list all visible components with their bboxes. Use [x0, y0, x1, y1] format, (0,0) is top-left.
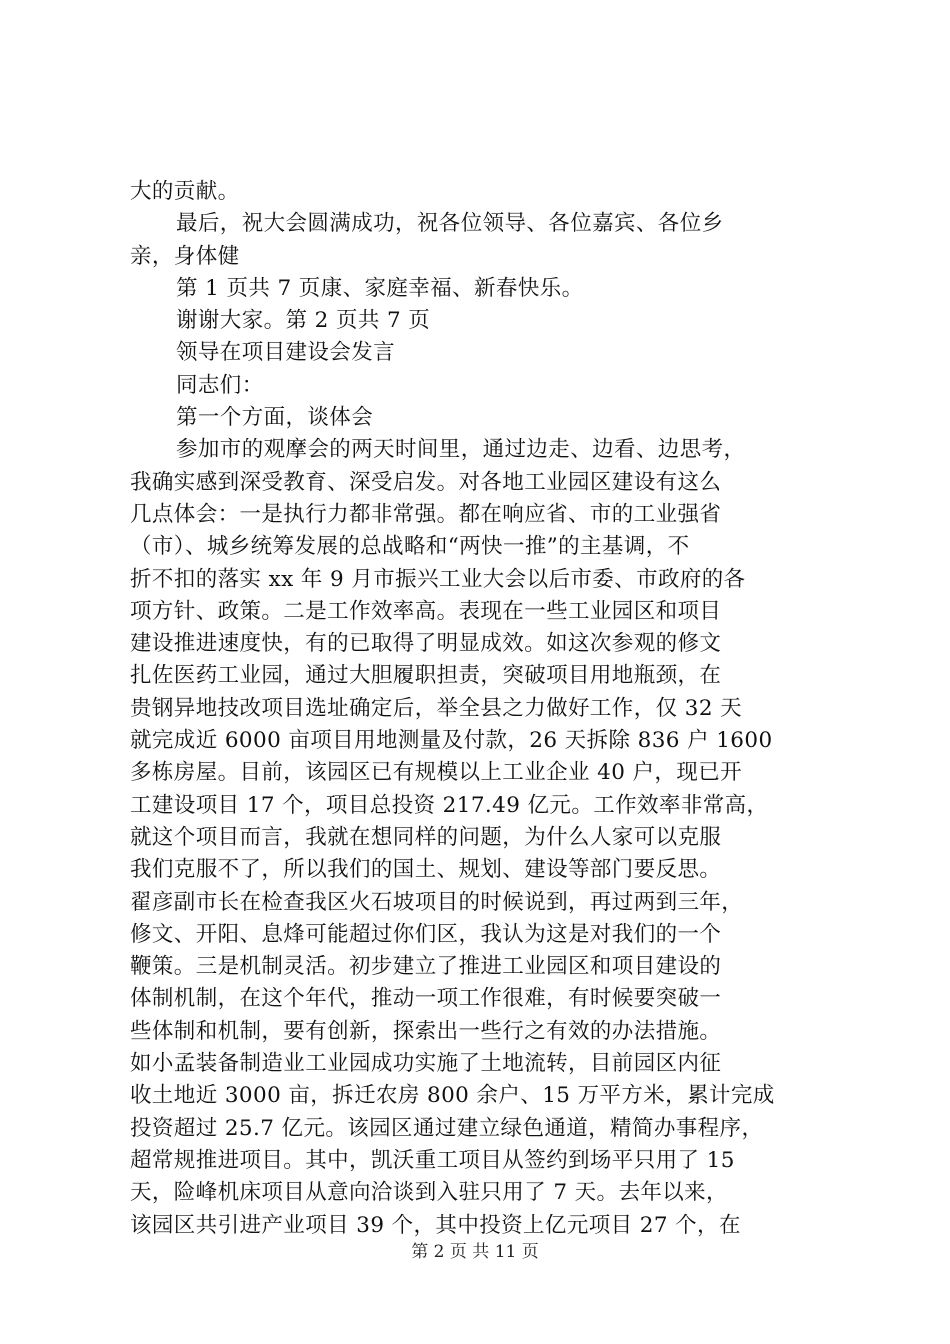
text-line: 就这个项目而言，我就在想同样的问题，为什么人家可以克服 — [130, 824, 722, 850]
text-line: 体制机制，在这个年代，推动一项工作很难，有时候要突破一 — [130, 986, 722, 1012]
page-footer — [0, 1240, 950, 1264]
text-line: 收土地近 3000 亩，拆迁农房 800 余户、15 万平方米，累计完成 — [130, 1083, 775, 1109]
document-body — [130, 176, 830, 1242]
text-line: 工建设项目 17 个，项目总投资 217.49 亿元。工作效率非常高， — [130, 792, 769, 818]
text-line: 第一个方面，谈体会 — [176, 405, 374, 431]
text-line: 扎佐医药工业园，通过大胆履职担责，突破项目用地瓶颈，在 — [130, 663, 722, 689]
text-line: 如小孟装备制造业工业园成功实施了土地流转，目前园区内征 — [130, 1051, 722, 1077]
text-line: 大的贡献。 — [130, 179, 240, 204]
text-line: 几点体会：一是执行力都非常强。都在响应省、市的工业强省 — [130, 501, 722, 527]
text-line: 翟彦副市长在检查我区火石坡项目的时候说到，再过两到三年， — [130, 889, 744, 915]
text-line: 鞭策。三是机制灵活。初步建立了推进工业园区和项目建设的 — [130, 954, 722, 980]
text-line: 我们克服不了，所以我们的国土、规划、建设等部门要反思。 — [130, 857, 722, 883]
text-line: 修文、开阳、息烽可能超过你们区，我认为这是对我们的一个 — [130, 921, 722, 947]
text-line: 该园区共引进产业项目 39 个，其中投资上亿元项目 27 个，在 — [130, 1212, 741, 1238]
page-number-label: 第 2 页 共 11 页 — [411, 1242, 539, 1262]
text-line: 第 1 页共 7 页康、家庭幸福、新春快乐。 — [176, 275, 584, 301]
text-line: 参加市的观摩会的两天时间里，通过边走、边看、边思考， — [176, 437, 746, 463]
text-line: 最后，祝大会圆满成功，祝各位领导、各位嘉宾、各位乡 — [176, 211, 724, 237]
text-line: 我确实感到深受教育、深受启发。对各地工业园区建设有这么 — [130, 469, 722, 495]
text-line: 天，险峰机床项目从意向洽谈到入驻只用了 7 天。去年以来， — [130, 1180, 728, 1206]
text-line: （市）、城乡统筹发展的总战略和“两快一推”的主基调，不 — [130, 534, 690, 560]
text-line: 就完成近 6000 亩项目用地测量及付款，26 天拆除 836 户 1600 — [130, 728, 773, 754]
text-line: 贵钢异地技改项目选址确定后，举全县之力做好工作，仅 32 天 — [130, 695, 743, 721]
text-line: 亲，身体健 — [130, 243, 240, 269]
text-line: 项方针、政策。二是工作效率高。表现在一些工业园区和项目 — [130, 598, 722, 624]
text-line: 折不扣的落实 xx 年 9 月市振兴工业大会以后市委、市政府的各 — [130, 566, 746, 592]
text-line: 建设推进速度快，有的已取得了明显成效。如这次参观的修文 — [130, 631, 722, 657]
text-line: 同志们： — [176, 372, 264, 398]
text-line: 超常规推进项目。其中，凯沃重工项目从签约到场平只用了 15 — [130, 1147, 735, 1173]
text-line: 领导在项目建设会发言 — [176, 340, 396, 366]
text-line: 投资超过 25.7 亿元。该园区通过建立绿色通道，精简办事程序， — [130, 1115, 764, 1141]
text-line: 些体制和机制，要有创新，探索出一些行之有效的办法措施。 — [130, 1018, 722, 1044]
text-line: 多栋房屋。目前，该园区已有规模以上工业企业 40 户，现已开 — [130, 760, 743, 786]
text-line: 谢谢大家。第 2 页共 7 页 — [176, 308, 431, 334]
